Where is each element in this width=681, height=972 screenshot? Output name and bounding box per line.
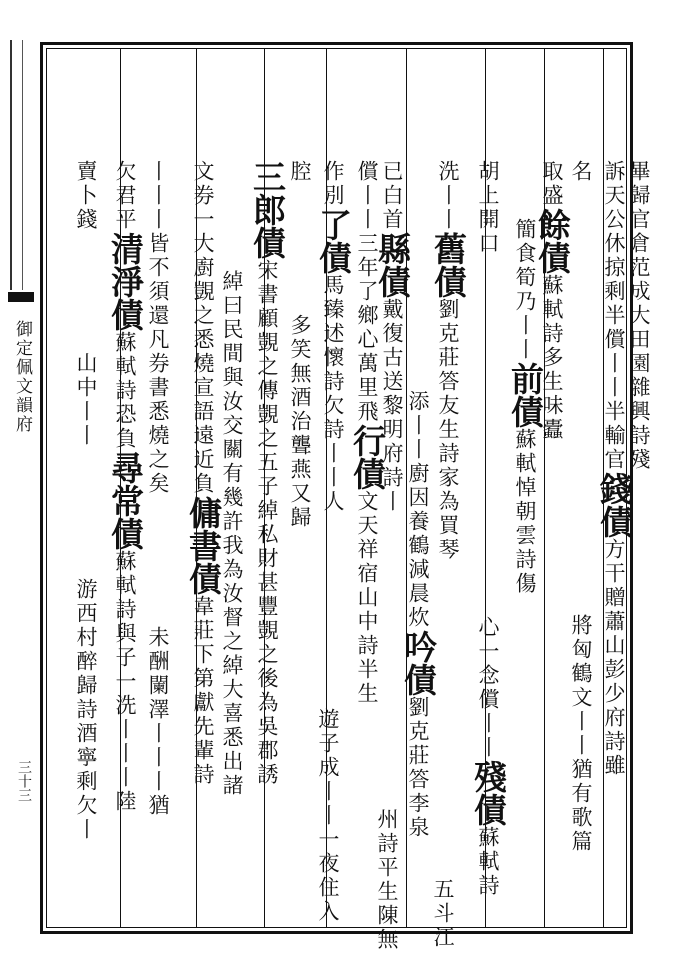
- book-title: 御定佩文韻府: [12, 320, 32, 434]
- gutter-rule: [22, 40, 23, 290]
- column-text: 腔: [288, 160, 312, 184]
- column-text: 賣卜錢: [74, 160, 98, 232]
- column-text: 簡食筍乃丨丨: [513, 218, 537, 362]
- column-text: 畢歸官倉范成大田園雜興詩殘: [627, 160, 651, 472]
- column-text: 取盛: [540, 160, 564, 208]
- column-text: 名: [569, 160, 593, 184]
- column-text: 將匈鶴文丨丨猶有歌篇: [569, 614, 593, 854]
- entry-headword: 清淨債: [106, 232, 145, 331]
- column-text: 州詩平生陳無: [375, 808, 399, 952]
- column-text: 馬臻述懷詩欠詩丨丨人: [321, 274, 345, 514]
- column-text: 欠君平: [113, 160, 137, 232]
- entry-headword: 殘債: [469, 760, 508, 826]
- column-text: 蘇軾悼朝雲詩傷: [513, 428, 537, 596]
- column-text: 蘇軾詩多生味蠹: [540, 274, 564, 442]
- entry-headword: 餘債: [533, 208, 572, 274]
- column-text: 游西村醉歸詩酒寧剩欠丨: [74, 578, 98, 842]
- gutter-rule: [10, 40, 12, 290]
- column-text: 蘇軾詩恐負: [113, 331, 137, 451]
- column-text: 心一念償丨丨: [476, 616, 500, 760]
- text-column: [54, 52, 117, 924]
- column-text: 戴復古送黎明府詩丨: [380, 298, 404, 514]
- entry-headword: 吟債: [399, 630, 438, 696]
- column-text: 胡上開口: [476, 160, 500, 256]
- column-text: 洗丨丨: [436, 160, 460, 232]
- column-text: 文券一大廚覬之悉燒宣語遠近負: [191, 160, 215, 496]
- column-text: 綽曰民間與汝交關有幾許我為汝督之綽大喜悉出諸: [220, 270, 244, 798]
- column-text: 劉克莊答友生詩家為買琴: [436, 298, 460, 562]
- column-text: 五斗江: [431, 878, 455, 950]
- column-text: 訴天公休掠剩半償丨丨半輸官: [602, 160, 626, 472]
- column-text: 韋莊下第獻先輩詩: [191, 595, 215, 787]
- column-text: 蘇軾詩與子一洗丨丨丨陸: [113, 550, 137, 814]
- entry-headword: 前債: [506, 362, 545, 428]
- column-text: 已白首: [380, 160, 404, 232]
- column-text: 文天祥宿山中詩半生: [355, 490, 379, 706]
- column-text: 劉克莊答李泉: [406, 696, 430, 840]
- column-text: 遊子成丨丨一夜住入: [316, 708, 340, 924]
- entry-headword: 尋常債: [106, 451, 145, 550]
- column-text: 蘇軾詩: [476, 826, 500, 898]
- entry-headword: 錢債: [595, 472, 634, 538]
- column-text: 丨丨丨皆不須還凡券書悉燒之矣: [146, 160, 170, 496]
- gutter-fishtail-mark: [8, 292, 34, 302]
- column-text: 山中丨丨: [74, 352, 98, 448]
- entry-headword: 傭書債: [184, 496, 223, 595]
- entry-headword: 三郎債: [248, 160, 287, 259]
- column-text: 宋書顧覬之傳覬之五子綽私財甚豐覬之後為吳郡誘: [255, 259, 279, 787]
- entry-headword: 了債: [314, 208, 353, 274]
- column-text: 未酬闌澤丨丨丨猶: [146, 626, 170, 818]
- column-text: 償丨丨三年了鄉心萬里飛: [355, 160, 379, 424]
- column-text: 作別: [321, 160, 345, 208]
- entry-headword: 舊債: [429, 232, 468, 298]
- folio-number: 三十三: [16, 760, 32, 802]
- column-text: 多笑無酒治聾燕又歸: [288, 314, 312, 530]
- page-gutter: [0, 0, 40, 972]
- column-text: 添丨丨廚因養鶴減晨炊: [406, 390, 430, 630]
- column-text: 方干贈蕭山彭少府詩雖: [602, 538, 626, 778]
- entry-headword: 行債: [348, 424, 387, 490]
- entry-headword: 縣債: [373, 232, 412, 298]
